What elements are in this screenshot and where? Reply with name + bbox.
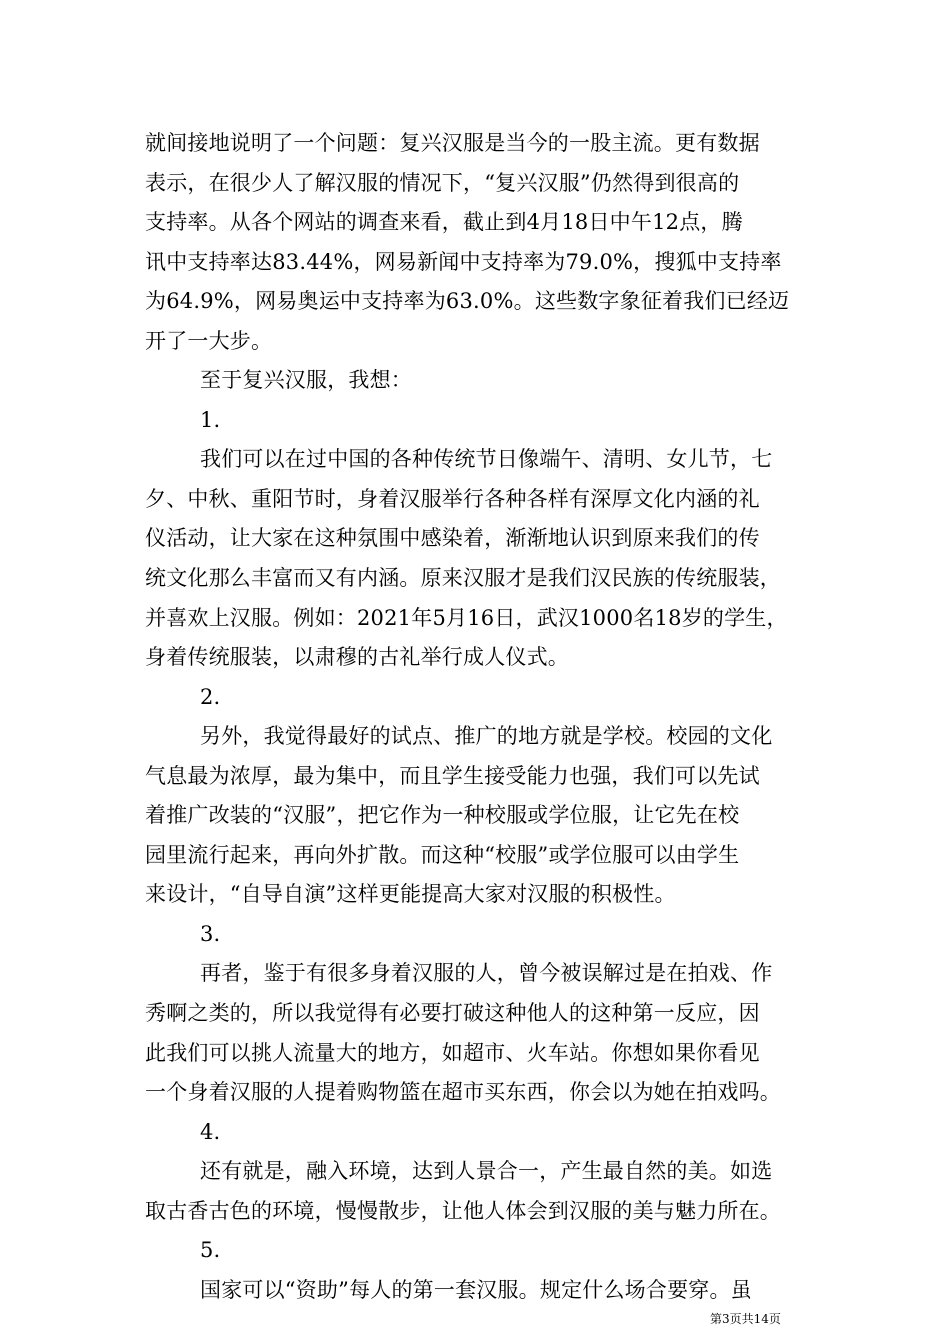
text-line: 身着传统服装，以肃穆的古礼举行成人仪式。 — [145, 645, 569, 670]
text-line: 并喜欢上汉服。例如：2021年5月16日，武汉1000名18岁的学生， — [145, 605, 788, 630]
text-line: 另外，我觉得最好的试点、推广的地方就是学校。校园的文化 — [200, 724, 773, 749]
text-line: 3. — [200, 921, 221, 946]
page-number-footer: 第3页共14页 — [710, 1312, 781, 1326]
text-line: 5. — [200, 1238, 221, 1263]
text-line: 取古香古色的环境，慢慢散步，让他人体会到汉服的美与魅力所在。 — [145, 1198, 781, 1223]
text-line: 为64.9%，网易奥运中支持率为63.0%。这些数字象征着我们已经迈 — [145, 289, 790, 314]
text-line: 着推广改装的“汉服”，把它作为一种校服或学位服，让它先在校 — [145, 803, 740, 828]
text-line: 统文化那么丰富而又有内涵。原来汉服才是我们汉民族的传统服装， — [145, 566, 781, 591]
text-line: 国家可以“资助”每人的第一套汉服。规定什么场合要穿。虽 — [200, 1277, 752, 1302]
text-line: 4. — [200, 1119, 221, 1144]
text-line: 还有就是，融入环境，达到人景合一，产生最自然的美。如选 — [200, 1159, 773, 1184]
text-line: 支持率。从各个网站的调查来看，截止到4月18日中午12点，腾 — [145, 210, 743, 235]
text-line: 仪活动，让大家在这种氛围中感染着，渐渐地认识到原来我们的传 — [145, 526, 760, 551]
document-body — [145, 124, 805, 1310]
text-line: 表示，在很少人了解汉服的情况下，“复兴汉服”仍然得到很高的 — [145, 170, 740, 195]
text-line: 园里流行起来，再向外扩散。而这种“校服”或学位服可以由学生 — [145, 842, 740, 867]
text-line: 此我们可以挑人流量大的地方，如超市、火车站。你想如果你看见 — [145, 1040, 760, 1065]
text-line: 2. — [200, 684, 221, 709]
text-line: 再者，鉴于有很多身着汉服的人，曾今被误解过是在拍戏、作 — [200, 961, 773, 986]
text-line: 开了一大步。 — [145, 328, 273, 353]
text-line: 至于复兴汉服，我想： — [200, 368, 412, 393]
text-line: 讯中支持率达83.44%，网易新闻中支持率为79.0%，搜狐中支持率 — [145, 249, 782, 274]
text-line: 1. — [200, 407, 221, 432]
text-line: 秀啊之类的，所以我觉得有必要打破这种他人的这种第一反应，因 — [145, 1001, 760, 1026]
text-line: 就间接地说明了一个问题：复兴汉服是当今的一股主流。更有数据 — [145, 131, 760, 155]
text-line: 一个身着汉服的人提着购物篮在超市买东西，你会以为她在拍戏吗。 — [145, 1080, 781, 1105]
text-line: 气息最为浓厚，最为集中，而且学生接受能力也强，我们可以先试 — [145, 763, 760, 788]
text-line: 我们可以在过中国的各种传统节日像端午、清明、女儿节，七 — [200, 447, 773, 472]
text-line: 夕、中秋、重阳节时，身着汉服举行各种各样有深厚文化内涵的礼 — [145, 486, 760, 511]
text-line: 来设计，“自导自演”这样更能提高大家对汉服的积极性。 — [145, 882, 676, 907]
